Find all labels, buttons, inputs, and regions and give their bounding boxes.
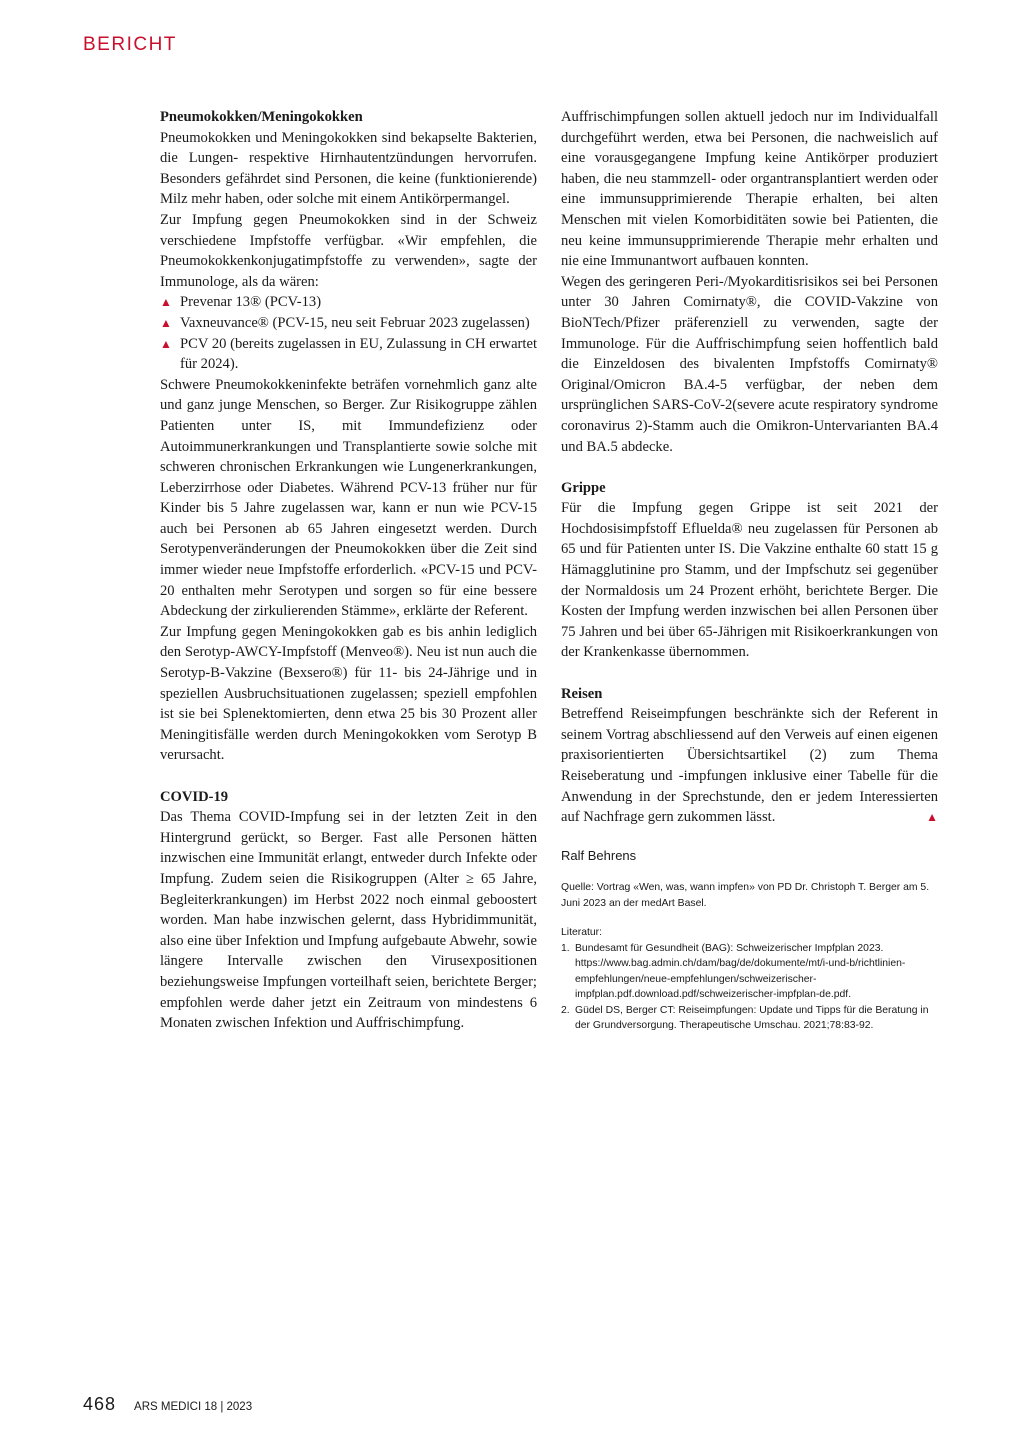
heading-reisen: Reisen [561, 685, 603, 702]
red-triangle-icon: ▲ [926, 810, 938, 825]
reference-item [561, 941, 938, 1003]
list-item [160, 313, 537, 334]
list-item-text: Vaxneuvance® (PCV-15, neu seit Februar 2023 zugelassen) [180, 314, 530, 331]
reference-number: 1. [561, 942, 570, 954]
journal-name: ARS MEDICI 18 | 2023 [134, 1401, 253, 1413]
paragraph: Zur Impfung gegen Pneumokokken sind in der Schweiz verschiedene Impfstoffe verfügbar. «Wir empfehlen, die Pneumokokkenkonjugatimpfstoffe zu verwenden», sagte der Immunologe, als da wären: [160, 211, 537, 290]
page-number: 468 [83, 1394, 117, 1414]
paragraph-text: Betreffend Reiseimpfungen beschränkte sich der Referent in seinem Vortrag abschliessend auf den Verweis auf einen eigenen praxisorientierten Übersichtsartikel (2) zum Thema Reiseberatung und -impfungen inklusive einer Tabelle für die Anwendung in der Sprechstunde, den er jedem Interessierten auf Nachfrage gern zukommen lässt. [561, 706, 938, 826]
reference-text: Bundesamt für Gesundheit (BAG): Schweizerischer Impfplan 2023. https://www.bag.admin.ch/dam/bag/de/dokumente/mt/i-und-b/richtlinien-empfehlungen/neue-empfehlungen/schweizerischer-impfplan.pdf.download.pdf/schweizerischer-impfplan-de.pdf. [575, 942, 906, 1001]
reference-list [561, 941, 938, 1034]
section-label: BERICHT [83, 34, 177, 55]
page-footer [83, 1394, 252, 1415]
paragraph: Für die Impfung gegen Grippe ist seit 2021 der Hochdosisimpfstoff Efluelda® neu zugelassen für Personen ab 65 und für Patienten unter IS. Die Vakzine enthalte 60 statt 15 g Hämagglutinine pro Stamm, und der Impfschutz sei gegenüber der Normaldosis um 24 Prozent erhöht, berichtete Berger. Die Kosten der Impfung werden inzwischen bei allen Personen über 75 Jahren und bei über 65-Jährigen mit Risikoerkrankungen von der Krankenkasse übernommen. [561, 500, 938, 661]
heading-covid: COVID-19 [160, 788, 229, 805]
paragraph: Wegen des geringeren Peri-/Myokarditisrisikos sei bei Personen unter 30 Jahren Comirnaty®, die COVID-Vakzine von BioNTech/Pfizer präferenziell zu verwenden, sagte der Immunologe. Für die Auffrischimpfung seien hoffentlich bald die Einzeldosen des bivalenten Impfstoffs Comirnaty® Original/Omicron BA.4-5 verfügbar, der neben dem ursprünglichen SARS-CoV-2(severe acute respiratory syndrome coronavirus 2)-Stamm auch die Omikron-Untervarianten BA.4 und BA.5 abdecke. [561, 273, 938, 455]
left-column [160, 107, 537, 1034]
list-item [160, 334, 537, 375]
red-triangle-icon: ▲ [160, 295, 172, 310]
red-triangle-icon: ▲ [160, 315, 172, 330]
paragraph: Zur Impfung gegen Meningokokken gab es bis anhin lediglich den Serotyp-AWCY-Impfstoff (Menveo®). Neu ist nun auch die Serotyp-B-Vakzine (Bexsero®) für 11- bis 24-Jährige und in speziellen Ausbruchsituationen zugelassen; speziell empfohlen ist sie bei Splenektomierten, denn etwa 25 bis 30 Prozent aller Meningitisfälle werden durch Meningokokken vom Serotyp B verursacht. [160, 623, 537, 764]
vaccine-list [160, 292, 537, 374]
paragraph: Pneumokokken und Meningokokken sind bekapselte Bakterien, die Lungen- respektive Hirnhautentzündungen hervorrufen. Besonders gefährdet sind Personen, die keine (funktionierende) Milz mehr haben, oder solche mit einem Antikörpermangel. [160, 129, 537, 208]
heading-grippe: Grippe [561, 479, 606, 496]
paragraph: Auffrischimpfungen sollen aktuell jedoch nur im Individualfall durchgeführt werden, etwa bei Personen, die nachweislich auf eine vorausgegangene Impfung keine Antikörper produziert haben, die neu stammzell- oder organtransplantiert werden oder eine immunsupprimierende Therapie erhalten, bei alten Menschen mit vielen Komorbiditäten sowie bei Patienten, die neu keine immunsupprimierende Therapie mehr erhalten und nie eine Immunantwort aufbauen konnten. [561, 109, 938, 270]
literature-title: Literatur: [561, 927, 603, 939]
list-item-text: PCV 20 (bereits zugelassen in EU, Zulassung in CH erwartet für 2024). [180, 335, 537, 373]
author: Ralf Behrens [561, 847, 637, 863]
heading-pneumo: Pneumokokken/Meningokokken [160, 109, 363, 125]
source-note: Quelle: Vortrag «Wen, was, wann impfen» von PD Dr. Christoph T. Berger am 5. Juni 2023 an der medArt Basel. [561, 882, 930, 909]
list-item [160, 292, 537, 313]
reference-number: 2. [561, 1004, 570, 1016]
reference-text: Güdel DS, Berger CT: Reiseimpfungen: Update und Tipps für die Beratung in der Grundversorgung. Therapeutische Umschau. 2021;78:83-92. [575, 1004, 929, 1032]
red-triangle-icon: ▲ [160, 336, 172, 351]
paragraph: Schwere Pneumokokkeninfekte beträfen vornehmlich ganz alte und ganz junge Menschen, so Berger. Zur Risikogruppe zählen Patienten unter IS, mit Immundefizienz oder Autoimmunerkrankungen und Transplantierte sowie solche mit schweren chronischen Erkrankungen wie Lungenerkrankungen, Leberzirrhose oder Diabetes. Während PCV-13 früher nur für Kinder bis 5 Jahre zugelassen war, kann er nun wie PCV-15 auch bei Personen ab 65 Jahren eingesetzt werden. Durch Serotypenveränderungen der Pneumokokken über die Zeit sind immer wieder neue Impfstoffe erforderlich. «PCV-15 und PCV-20 enthalten mehr Serotypen und sorgen so für eine bessere Abdeckung der zirkulierenden Stämme», erklärte der Referent. [160, 376, 537, 620]
right-column [561, 107, 938, 1034]
paragraph [561, 704, 938, 828]
paragraph: Das Thema COVID-Impfung sei in der letzten Zeit in den Hintergrund gerückt, so Berger. Fast alle Personen hätten inzwischen eine Immunität erlangt, entweder durch Infekte oder Impfung. Zudem seien die Risikogruppen (Alter ≥ 65 Jahre, Begleiterkrankungen) im Herbst 2022 noch einmal geboostert worden. Man habe inzwischen gelernt, dass Hybridimmunität, also eine über Infektion und Impfung aufgebaute Abwehr, sowie längere Intervalle zwischen den Virusexpositionen beziehungsweise Impfungen vorteilhaft seien, berichtete Berger; empfohlen werde daher jetzt ein Zeitraum von mindestens 6 Monaten zwischen Infektion und Auffrischimpfung. [160, 809, 537, 1032]
list-item-text: Prevenar 13® (PCV-13) [180, 294, 322, 311]
reference-item [561, 1003, 938, 1034]
